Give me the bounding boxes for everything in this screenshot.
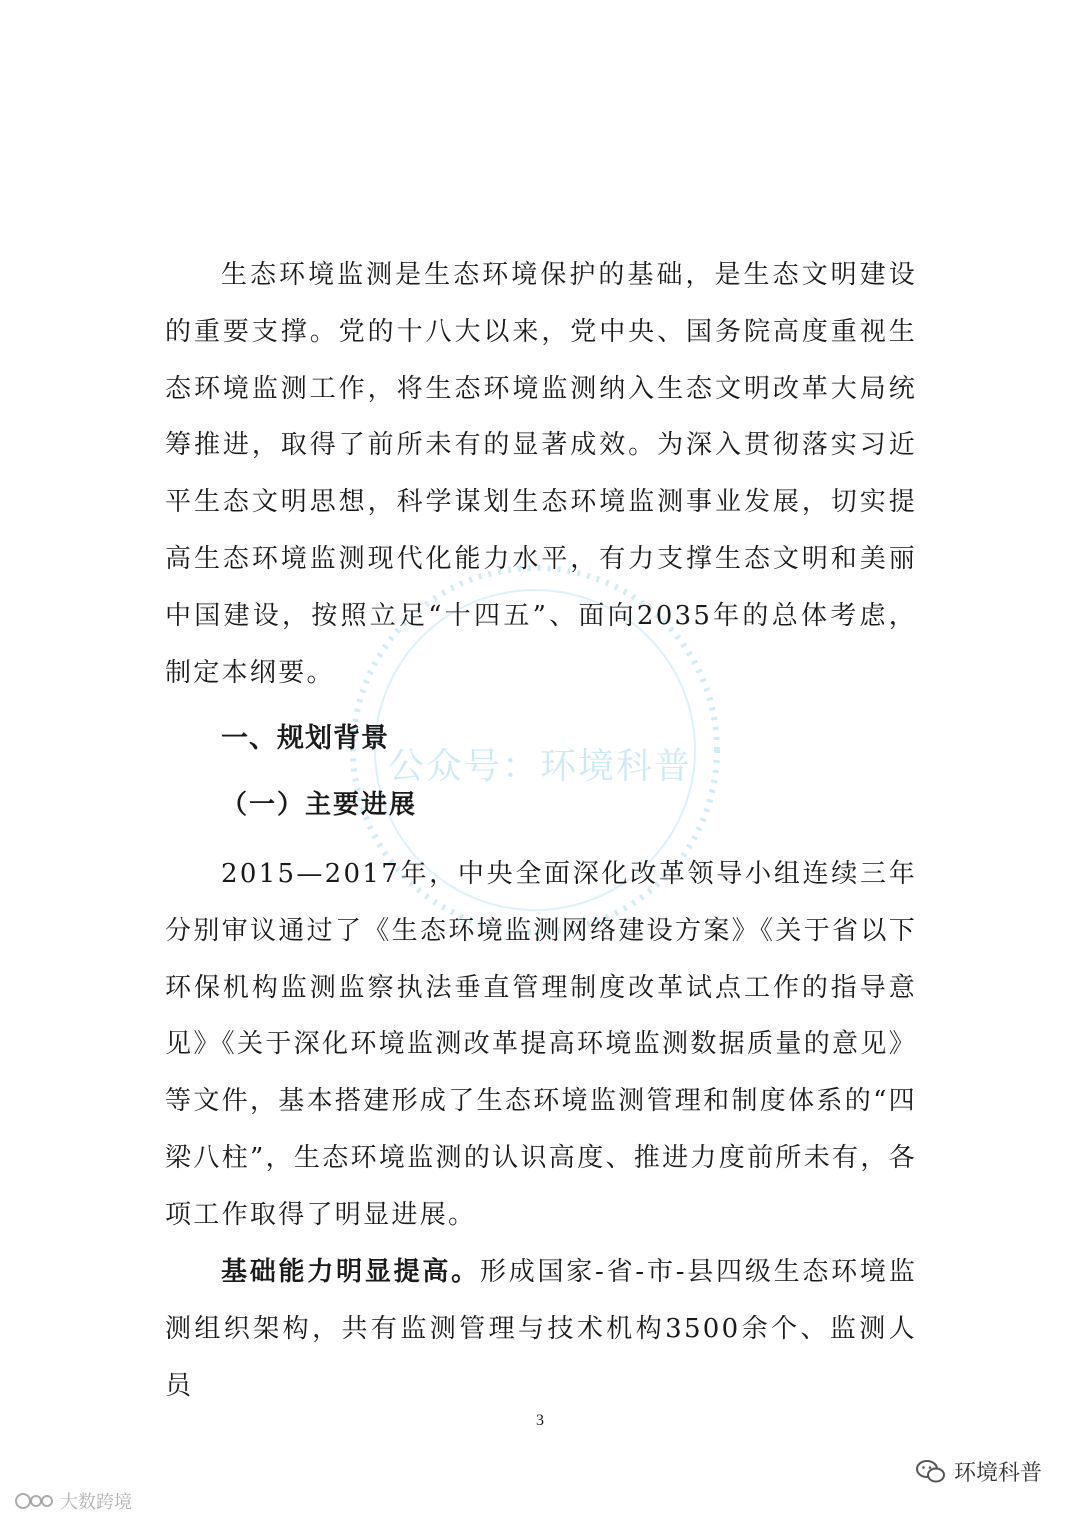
subsection-heading: （一）主要进展 xyxy=(221,790,418,820)
corner-brand-text: 大数跨境 xyxy=(60,1492,132,1513)
wechat-icon xyxy=(916,1459,946,1485)
page-number: 3 xyxy=(536,1412,544,1429)
capacity-body: 形成国家-省-市-县四级生态环境监测组织架构，共有监测管理与技术机构3500余个、监测人员 xyxy=(165,1257,917,1401)
corner-watermark xyxy=(14,1488,132,1514)
capacity-lead: 基础能力明显提高。 xyxy=(221,1257,480,1287)
capacity-paragraph xyxy=(165,1244,917,1414)
progress-paragraph: 2015—2017年，中央全面深化改革领导小组连续三年分别审议通过了《生态环境监测网络建设方案》《关于省以下环保机构监测监察执法垂直管理制度改革试点工作的指导意见》《关于深化环境监测改革提高环境监测数据质量的意见》等文件，基本搭建形成了生态环境监测管理和制度体系的“四梁八柱”，生态环境监测的认识高度、推进力度前所未有，各项工作取得了明显进展。 xyxy=(165,859,917,1230)
watermark-text: 公众号：环境科普 xyxy=(387,746,692,787)
intro-paragraph: 生态环境监测是生态环境保护的基础，是生态文明建设的重要支撑。党的十八大以来，党中央、国务院高度重视生态环境监测工作，将生态环境监测纳入生态文明改革大局统筹推进，取得了前所未有的显著成效。为深入贯彻落实习近平生态文明思想，科学谋划生态环境监测事业发展，切实提高生态环境监测现代化能力水平，有力支撑生态文明和美丽中国建设，按照立足“十四五”、面向2035年的总体考虑，制定本纲要。 xyxy=(165,260,917,688)
wechat-watermark xyxy=(916,1456,1042,1487)
section-heading: 一、规划背景 xyxy=(221,723,389,754)
brand-logo-icon xyxy=(14,1490,54,1512)
wechat-account-name: 环境科普 xyxy=(953,1461,1042,1486)
